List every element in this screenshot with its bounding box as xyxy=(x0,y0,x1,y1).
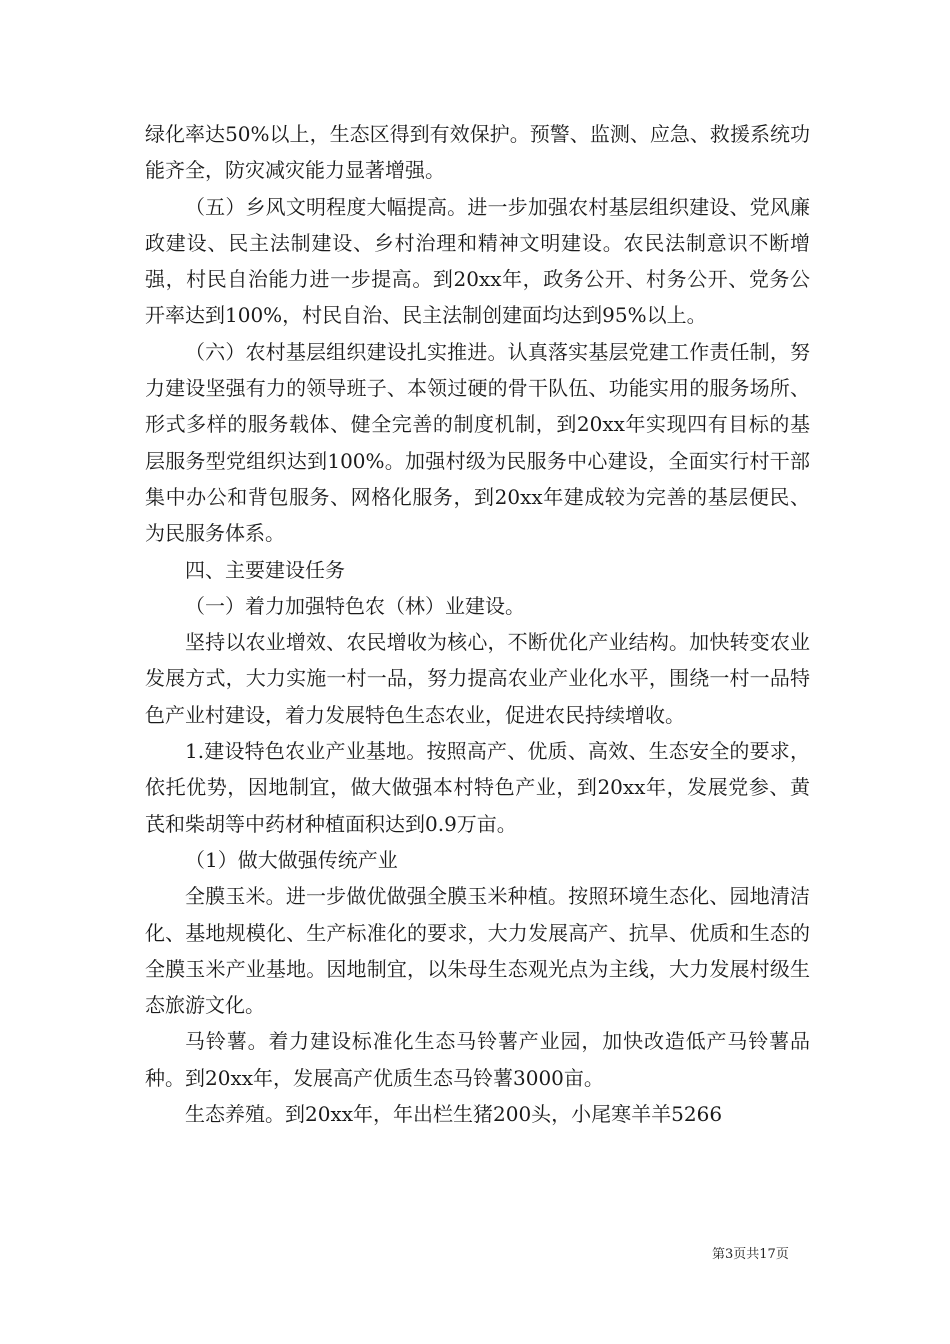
paragraph-film-corn: 全膜玉米。进一步做优做强全膜玉米种植。按照环境生态化、园地清洁化、基地规模化、生产标准化的要求，大力发展高产、抗旱、优质和生态的全膜玉米产业基地。因地制宜，以朱母生态观光点为主线，大力发展村级生态旅游文化。 xyxy=(145,884,810,1018)
paragraph-rural-civilization: （五）乡风文明程度大幅提高。进一步加强农村基层组织建设、党风廉政建设、民主法制建设、乡村治理和精神文明建设。农民法制意识不断增强，村民自治能力进一步提高。到20xx年，政务公开、村务公开、党务公开率达到100%，村民自治、民主法制创建面均达到95%以上。 xyxy=(145,194,810,328)
page-number-footer: 第3页共17页 xyxy=(712,1247,789,1262)
paragraph-agriculture-efficiency: 坚持以农业增效、农民增收为核心，不断优化产业结构。加快转变农业发展方式，大力实施一村一品，努力提高农业产业化水平，围绕一村一品特色产业村建设，着力发展特色生态农业，促进农民持续增收。 xyxy=(145,630,810,727)
subsection-heading-special-agriculture: （一）着力加强特色农（林）业建设。 xyxy=(185,593,525,618)
paragraph-industry-base: 1.建设特色农业产业基地。按照高产、优质、高效、生态安全的要求，依托优势，因地制宜，做大做强本村特色产业，到20xx年，发展党参、黄芪和柴胡等中药材种植面积达到0.9万亩。 xyxy=(145,739,810,836)
paragraph-eco-breeding: 生态养殖。到20xx年，年出栏生猪200头，小尾寒羊羊5266 xyxy=(185,1102,723,1127)
paragraph-grassroots-organization: （六）农村基层组织建设扎实推进。认真落实基层党建工作责任制，努力建设坚强有力的领导班子、本领过硬的骨干队伍、功能实用的服务场所、形式多样的服务载体、健全完善的制度机制，到20xx年实现四有目标的基层服务型党组织达到100%。加强村级为民服务中心建设，全面实行村干部集中办公和背包服务、网格化服务，到20xx年建成较为完善的基层便民、为民服务体系。 xyxy=(145,339,810,546)
subheading-traditional-industry: （1）做大做强传统产业 xyxy=(185,847,398,872)
document-body xyxy=(145,116,810,1132)
paragraph-green-rate: 绿化率达50%以上，生态区得到有效保护。预警、监测、应急、救援系统功能齐全，防灾减灾能力显著增强。 xyxy=(145,122,810,183)
section-heading-main-tasks: 四、主要建设任务 xyxy=(185,557,345,582)
paragraph-potato: 马铃薯。着力建设标准化生态马铃薯产业园，加快改造低产马铃薯品种。到20xx年，发展高产优质生态马铃薯3000亩。 xyxy=(145,1029,810,1090)
